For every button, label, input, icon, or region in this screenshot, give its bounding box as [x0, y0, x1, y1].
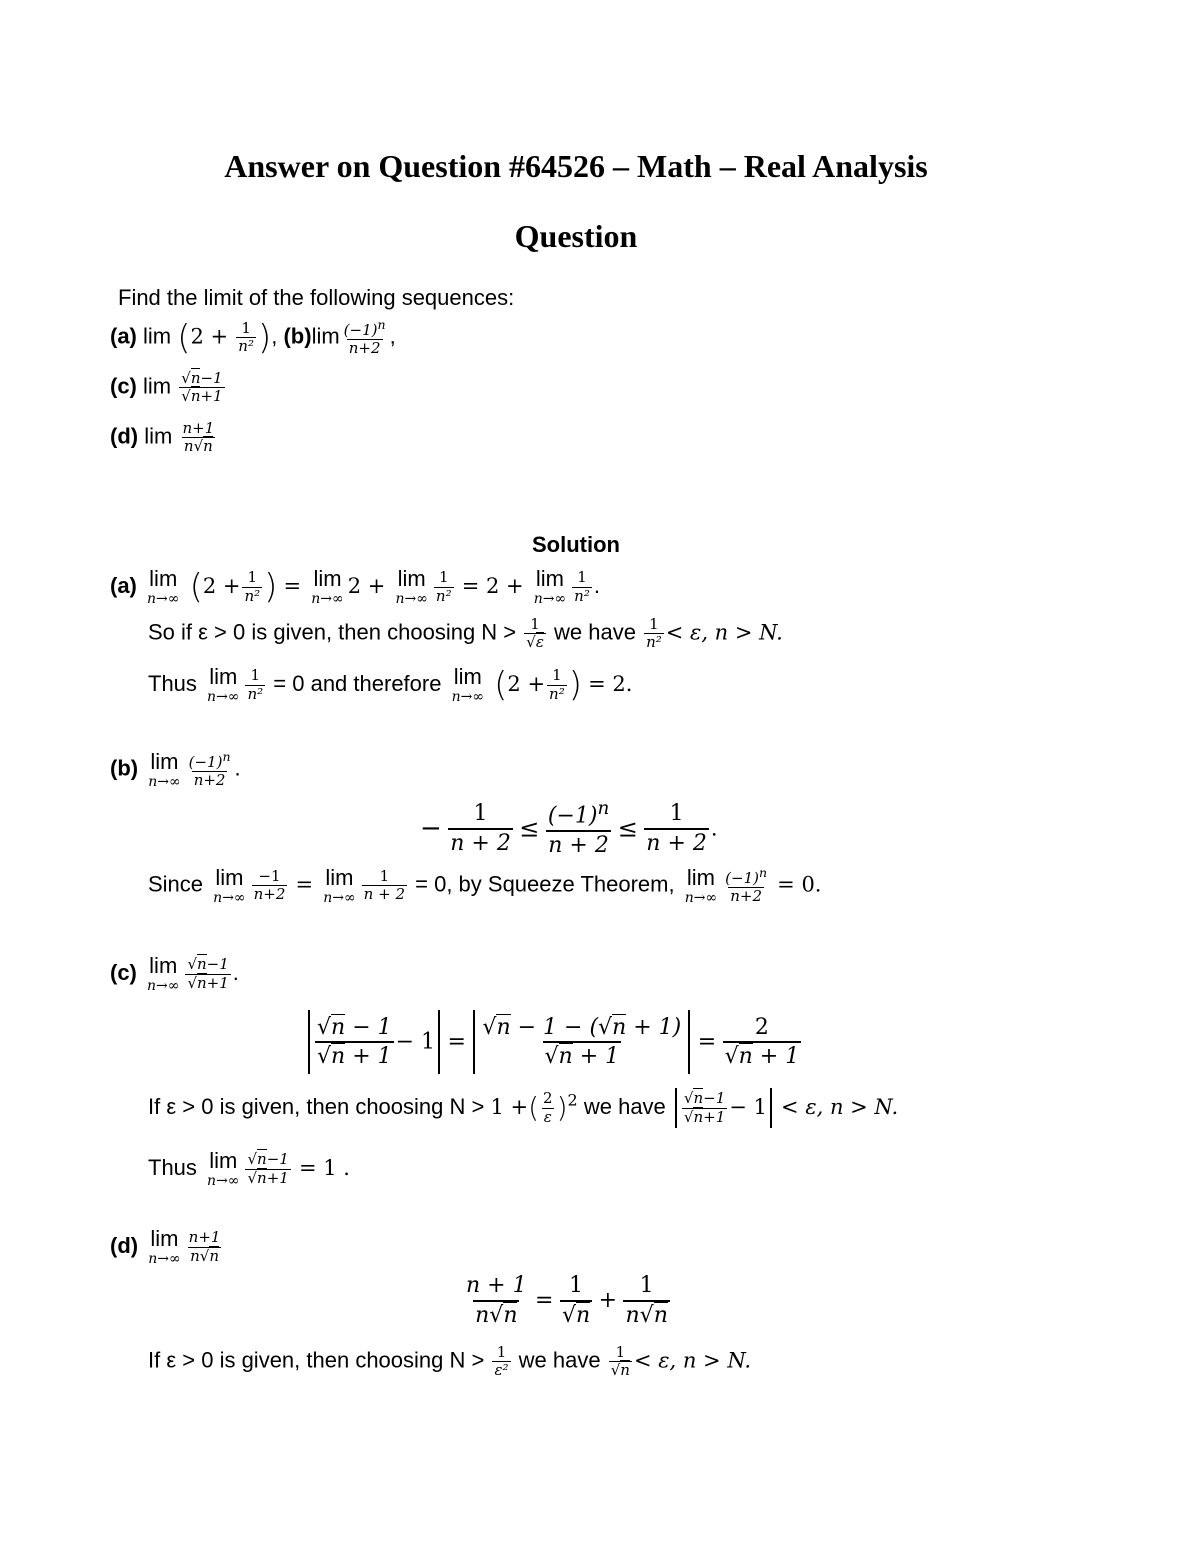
solution-b-since: Since lim n→∞ $\frac{-1}{n+2}$ = lim n→∞ $\frac{1}{n + 2}$ = 0, by Squeeze Theorem, lim n→∞ $\frac{(-1)^n}{n+2}$ = 0.	[148, 864, 822, 906]
label-b: (b)	[283, 323, 312, 349]
solution-c-line: (c) lim n→∞ $\frac{√n-1}{√n+1}$ .	[110, 953, 239, 994]
lim-text: lim	[143, 373, 172, 399]
label-d: (d)	[110, 1232, 139, 1258]
solution-a-line: (a) lim n→∞ (2 + $\frac{1}{\text{n²}}$ ) = lim n→∞ 2 + lim n→∞ $\frac{1}{\text{n²}}$ = 2 + lim n→∞ $\frac{1}{\text{n²}}$ .	[110, 566, 600, 607]
we-have-text: we have	[554, 619, 636, 645]
label-d: (d)	[110, 423, 139, 449]
we-have-text: we have	[583, 1093, 666, 1119]
thus-text: Thus	[148, 670, 197, 696]
question-c: (c) lim $\frac{√n-1}{√n+1}$	[110, 369, 223, 406]
solution-d-epsilon: If ε > 0 is given, then choosing N > $\frac{1}{\text{ε²}}$ we have $\frac{1}{√n}$ < ε, n > N.	[148, 1343, 752, 1380]
label-b: (b)	[110, 755, 139, 781]
label-a: (a)	[110, 323, 137, 349]
squeeze-text: = 0, by Squeeze Theorem,	[415, 871, 675, 897]
if-given-text: If ε > 0 is given, then choosing N >	[148, 1347, 485, 1373]
if-given-text: If ε > 0 is given, then choosing N >	[148, 1093, 485, 1119]
document-title: Answer on Question #64526 – Math – Real Analysis	[224, 148, 928, 184]
lim-text: lim	[144, 423, 173, 449]
solution-d-display: $\frac{n + 1}{n√n}$ = $\frac{1}{√n}$ + $\frac{1}{n√n}$	[466, 1273, 668, 1328]
question-heading: Question	[514, 218, 638, 254]
question-prompt: Find the limit of the following sequences:	[118, 285, 515, 310]
label-c: (c)	[110, 959, 137, 985]
solution-c-thus: Thus lim n→∞ $\frac{√n-1}{√n+1}$ = 1 .	[148, 1148, 350, 1189]
solution-a-epsilon: So if ε > 0 is given, then choosing N > $\frac{1}{√\varepsilon}$ we have $\frac{1}{\text{n²}}$ < ε, n > N.	[148, 615, 783, 652]
solution-c-display: $\frac{√n - 1}{√n + 1}$ − 1 = $\frac{√n - 1 - (√n + 1)}{√n + 1}$ = $\frac{2}{√n + 1}$	[305, 1010, 803, 1074]
solution-b-line: (b) lim n→∞ $\frac{(-1)^n}{n+2}$ .	[110, 748, 241, 790]
and-therefore-text: = 0 and therefore	[273, 670, 442, 696]
label-a: (a)	[110, 572, 137, 598]
lim-text: lim	[143, 323, 172, 349]
we-have-text: we have	[518, 1347, 601, 1373]
thus-text: Thus	[148, 1154, 197, 1180]
lim-text: lim	[311, 323, 340, 349]
since-text: Since	[148, 871, 204, 897]
label-c: (c)	[110, 373, 137, 399]
solution-a-thus: Thus lim n→∞ $\frac{1}{\text{n²}}$ = 0 and therefore lim n→∞ (2 + $\frac{1}{\text{n²}}$ ) = 2.	[148, 664, 633, 705]
question-d: (d) lim $\frac{n+1}{n√n}$	[110, 419, 215, 456]
solution-heading: Solution	[532, 532, 620, 557]
so-if-text: So if ε > 0 is given, then choosing N >	[148, 619, 517, 645]
question-a-b: (a) lim (2 + $\frac{1}{\text{n²}}$ ), (b)lim $\frac{(-1)^n}{n+2}$ ,	[110, 317, 396, 358]
solution-c-epsilon: If ε > 0 is given, then choosing N > 1 +( $\frac{2}{\varepsilon}$ )$^2$ we have $\frac{√n-1}{√n+1}$ − 1 < ε, n > N.	[148, 1088, 898, 1128]
solution-d-line: (d) lim n→∞ $\frac{n+1}{n√n}$	[110, 1226, 221, 1267]
solution-b-inequality: − $\frac{1}{n + 2}$ ≤ $\frac{(-1)^n}{n + 2}$ ≤ $\frac{1}{n + 2}$ .	[420, 798, 718, 858]
